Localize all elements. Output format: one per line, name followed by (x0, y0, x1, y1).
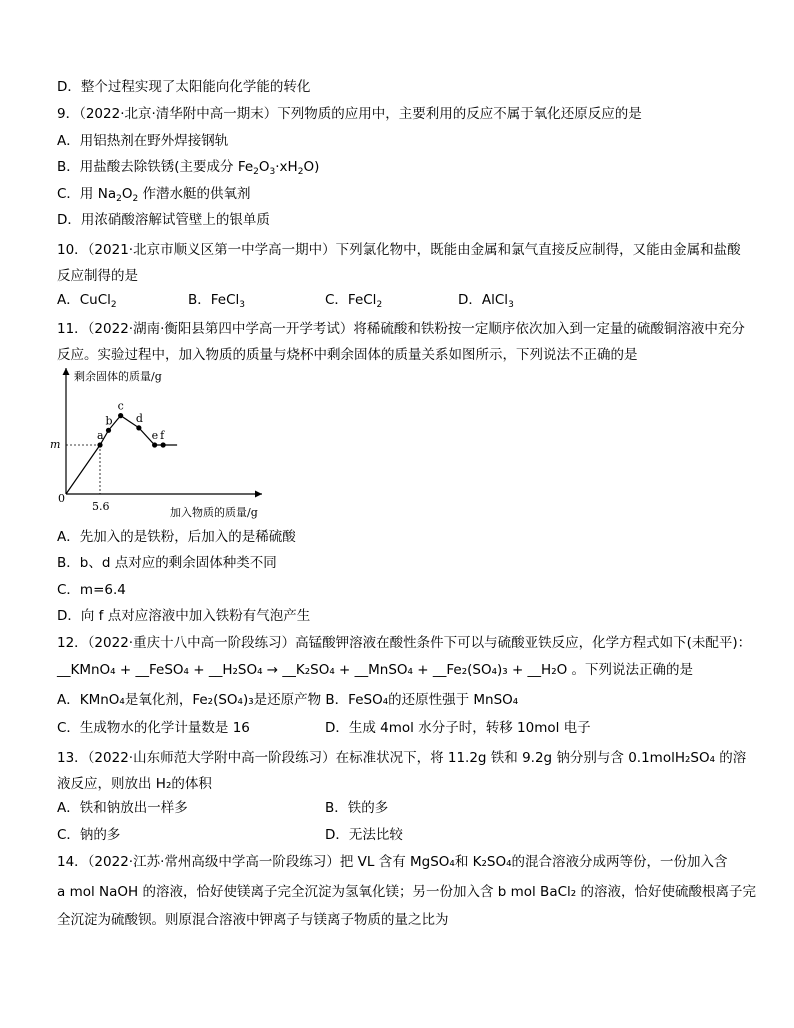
q9-option-c: C．用 $Na_2O_2$ 作潜水艇的供氧剂 (57, 186, 251, 204)
q11-option-a: A．先加入的是铁粉，后加入的是稀硫酸 (57, 529, 296, 545)
point-label-e: e (151, 429, 159, 442)
q12-option-c: C．生成物水的化学计量数是 16 (57, 720, 250, 736)
q13-option-d: D．无法比较 (325, 827, 403, 843)
q14-stem-line3: 全沉淀为硫酸钡。则原混合溶液中钾离子与镁离子物质的量之比为 (57, 912, 449, 928)
q10-stem: 10．（2021·北京市顺义区第一中学高一期中）下列氯化物中，既能由金属和氯气直接反应制得，又能由金属和盐酸反应制得的是 (57, 242, 741, 284)
point-e (152, 442, 157, 447)
q12-equation: __KMnO₄ + __FeSO₄ + __H₂SO₄ → __K₂SO₄ + __MnSO₄ + __Fe₂(SO₄)₃ + __H₂O 。下列说法正确的是 (57, 662, 694, 678)
x-axis-label: 加入物质的质量/g (170, 506, 258, 519)
point-label-c: c (117, 399, 124, 413)
q11-option-d: D．向 f 点对应溶液中加入铁粉有气泡产生 (57, 608, 311, 624)
q10-option-c: C．FeCl$_2$ (325, 292, 383, 310)
q10-option-a: A．CuCl$_2$ (57, 292, 117, 310)
mass-graph (40, 362, 280, 522)
q12-stem: 12．（2022·重庆十八中高一阶段练习）高锰酸钾溶液在酸性条件下可以与硫酸亚铁反应，化学方程式如下(未配平)： (57, 635, 752, 651)
q14-stem-line2: a mol NaOH 的溶液，恰好使镁离子完全沉淀为氢氧化镁；另一份加入含 b mol BaCl₂ 的溶液，恰好使硫酸根离子完 (57, 884, 756, 900)
q13-option-c: C．钠的多 (57, 827, 121, 843)
q11-option-c: C．m=6.4 (57, 582, 126, 598)
q13-option-b: B．铁的多 (325, 800, 389, 816)
mass-curve (66, 416, 177, 494)
q13-stem: 13．（2022·山东师范大学附中高一阶段练习）在标准状况下，将 11.2g 铁和 9.2g 钠分别与含 0.1molH₂SO₄ 的溶液反应，则放出 H₂的体积 (57, 750, 747, 792)
q9-option-a: A．用铝热剂在野外焊接钢轨 (57, 133, 229, 149)
q11-option-b: B．b、d 点对应的剩余固体种类不同 (57, 555, 277, 571)
q11-stem: 11．（2022·湖南·衡阳县第四中学高一开学考试）将稀硫酸和铁粉按一定顺序依次加入到一定量的硫酸铜溶液中充分反应。实验过程中，加入物质的质量与烧杯中剩余固体的质量关系如图所示，下列说法不正确的是 (57, 321, 745, 363)
q10-option-d: D．AlCl$_3$ (458, 292, 514, 310)
q9-option-b: B．用盐酸去除铁锈(主要成分 $Fe_2O_3\cdot xH_2O$) (57, 159, 320, 177)
point-c (118, 413, 123, 418)
q12-options-ab: A．KMnO₄是氧化剂，Fe₂(SO₄)₃是还原产物 B．FeSO₄的还原性强于 MnSO₄ (57, 692, 519, 708)
point-f (161, 442, 166, 447)
q12-option-d: D．生成 4mol 水分子时，转移 10mol 电子 (325, 720, 591, 736)
q8-option-d: D．整个过程实现了太阳能向化学能的转化 (57, 79, 311, 95)
y-tick-label: m (50, 438, 61, 451)
point-label-b: b (105, 414, 113, 428)
x-tick-label: 5.6 (92, 500, 110, 513)
point-label-d: d (135, 411, 143, 425)
q10-option-b: B．FeCl$_3$ (188, 292, 246, 310)
q9-stem: 9．（2022·北京·清华附中高一期末）下列物质的应用中，主要利用的反应不属于氧化还原反应的是 (57, 106, 642, 122)
q13-option-a: A．铁和钠放出一样多 (57, 800, 188, 816)
point-a (97, 442, 102, 447)
y-axis-label: 剩余固体的质量/g (74, 370, 162, 383)
origin-label: 0 (58, 492, 65, 505)
point-b (106, 428, 111, 433)
point-label-f: f (160, 429, 165, 442)
q9-option-d: D．用浓硝酸溶解试管壁上的银单质 (57, 212, 270, 228)
point-d (136, 425, 141, 430)
q14-stem-line1: 14．（2022·江苏·常州高级中学高一阶段练习）把 VL 含有 MgSO₄和 K₂SO₄的混合溶液分成两等份，一份加入含 (57, 854, 728, 870)
point-label-a: a (97, 429, 104, 442)
